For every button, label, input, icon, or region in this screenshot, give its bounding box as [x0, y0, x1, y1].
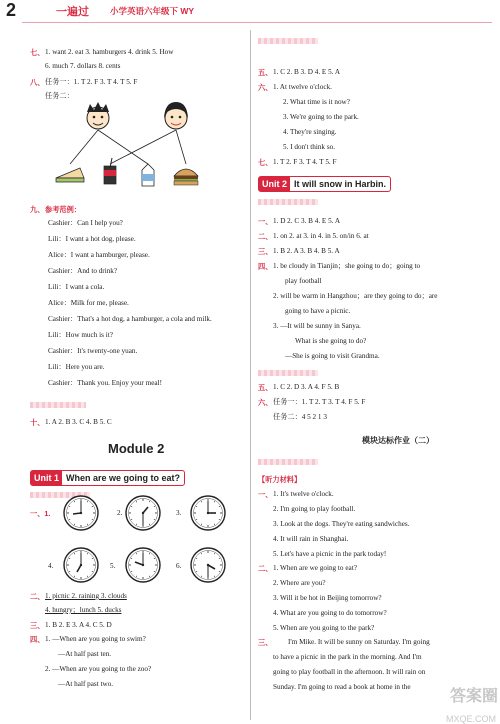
l1-line-2: 3. Look at the dogs. They're eating sandwiches. [273, 520, 410, 528]
sec4a-line-0: 1. —When are you going to swim? [45, 635, 146, 643]
r-sec5-num: 五、 [258, 68, 273, 77]
sec9-line-7: Lili：How much is it? [48, 331, 113, 339]
sec8-task2: 任务二： [45, 92, 74, 100]
sec9-line-2: Alice：I want a hamburger, please. [48, 251, 150, 259]
sec3a-num: 三、 [30, 621, 45, 630]
sec2a-num: 二、 [30, 592, 45, 601]
milk-icon [142, 164, 154, 186]
sandwich-icon [56, 168, 84, 182]
unit2-heading [258, 176, 391, 192]
u2s2-answers: 1. on 2. at 3. in 4. in 5. on/in 6. at [273, 232, 369, 240]
section-stripe [258, 459, 318, 465]
l1-line-1: 2. I'm going to play football. [273, 505, 356, 513]
sec4a-num: 四、 [30, 635, 45, 644]
unit1-tag: Unit 1 [31, 471, 62, 485]
sec10-answers: 1. A 2. B 3. C 4. B 5. C [45, 418, 112, 426]
r-sec6-line-4: 5. I don't think so. [283, 143, 336, 151]
sec3a-answers: 1. B 2. E 3. A 4. C 5. D [45, 621, 112, 629]
brand-logo: 一遍过 [56, 6, 89, 18]
u2s1-answers: 1. D 2. C 3. B 4. E 5. A [273, 217, 341, 225]
u2s1-num: 一、 [258, 217, 273, 226]
l3-num: 三、 [258, 638, 273, 647]
u2s3-answers: 1. B 2. A 3. B 4. B 5. A [273, 247, 340, 255]
sec2a-line1: 1. picnic 2. raining 3. clouds [45, 592, 127, 600]
r-sec5-answers: 1. C 2. B 3. D 4. E 5. A [273, 68, 341, 76]
l3-line-0: I'm Mike. It will be sunny on Saturday. I'm going [288, 638, 430, 646]
unit2-title: It will snow in Harbin. [294, 179, 387, 189]
clocks-group [58, 489, 248, 589]
sec9-line-8: Cashier：It's twenty-one yuan. [48, 347, 138, 355]
header-divider [22, 22, 492, 23]
sec9-line-6: Cashier：That's a hot dog, a hamburger, a cola and milk. [48, 315, 212, 323]
clock-5-icon [126, 548, 160, 582]
r-sec6-num: 六、 [258, 83, 273, 92]
l3-line-1: to have a picnic in the park in the morning. And I'm [273, 653, 422, 661]
sec9-title: 参考范例： [45, 205, 81, 214]
clock-6-num: 6. [176, 562, 182, 570]
unit1-title: When are we going to eat? [66, 473, 181, 483]
sec9-num: 九、 [30, 205, 45, 214]
l2-line-1: 2. Where are you? [273, 579, 326, 587]
r-sec6-line-1: 2. What time is it now? [283, 98, 350, 106]
column-divider [250, 30, 251, 720]
l2-line-0: 1. When are we going to eat? [273, 564, 357, 572]
r-sec6-line-0: 1. At twelve o'clock. [273, 83, 332, 91]
l1-num: 一、 [258, 490, 273, 499]
l1-line-3: 4. It will rain in Shanghai. [273, 535, 349, 543]
sec10-num: 十、 [30, 418, 45, 427]
u2s6-task1: 任务一：1. T 2. T 3. T 4. F 5. F [273, 398, 366, 406]
u2s5-answers: 1. C 2. D 3. A 4. F 5. B [273, 383, 340, 391]
sec7-line2: 6. much 7. dollars 8. cents [45, 62, 121, 70]
r-sec7-num: 七、 [258, 158, 273, 167]
u2s4-num: 四、 [258, 262, 273, 271]
section-stripe [258, 38, 318, 44]
l2-line-4: 5. When are you going to the park? [273, 624, 375, 632]
l2-line-3: 4. What are you going to do tomorrow? [273, 609, 387, 617]
sec4a-line-2: 2. —When are you going to the zoo? [45, 665, 152, 673]
l1-line-0: 1. It's twelve o'clock. [273, 490, 334, 498]
sec7-line1: 1. want 2. eat 3. hamburgers 4. drink 5. How [45, 48, 174, 56]
clock-2-num: 2. [117, 509, 123, 517]
section-stripe [258, 370, 318, 376]
r-sec6-line-2: 3. We're going to the park. [283, 113, 359, 121]
page-number: 2 [6, 0, 17, 20]
clock-5-num: 5. [110, 562, 116, 570]
clock-3-icon [191, 496, 225, 530]
listening-label: 【听力材料】 [258, 475, 302, 484]
u2s4-line-0: 1. be cloudy in Tianjin；she going to do；going to [273, 262, 421, 270]
girl-icon [164, 102, 188, 129]
l3-line-3: Sunday. I'm going to read a book at home in the [273, 683, 411, 691]
sec9-line-4: Lili：I want a cola. [48, 283, 105, 291]
boy-icon [87, 102, 109, 129]
clock-6-icon [191, 548, 225, 582]
l3-line-2: going to play football in the afternoon. It will rain on [273, 668, 426, 676]
module-title: Module 2 [108, 441, 165, 456]
u2s4-line-4: 3. —It will be sunny in Sanya. [273, 322, 361, 330]
header-subtitle: 小学英语六年级下 WY [110, 6, 195, 16]
u2s4-line-3: going to have a picnic. [285, 307, 351, 315]
section-stripe [30, 402, 86, 408]
u2s4-line-1: play football [285, 277, 322, 285]
clock-q-num: 一、1. [30, 509, 51, 518]
u2s3-num: 三、 [258, 247, 273, 256]
sec8-num: 八、 [30, 78, 45, 87]
sec9-line-1: Lili：I want a hot dog, please. [48, 235, 136, 243]
sec4a-line-1: —At half past ten. [58, 650, 112, 658]
u2s6-task2: 任务二：4 5 2 1 3 [273, 413, 327, 421]
u2s6-num: 六、 [258, 398, 273, 407]
u2s4-line-2: 2. will be warm in Hangzhou；are they going to do；are [273, 292, 438, 300]
sec9-line-9: Lili：Here you are. [48, 363, 105, 371]
section-stripe [258, 199, 318, 205]
clock-4-num: 4. [48, 562, 54, 570]
sec8-task1: 任务一：1. T 2. F 3. T 4. T 5. F [45, 78, 138, 86]
u2s5-num: 五、 [258, 383, 273, 392]
unit1-heading [30, 470, 185, 486]
u2s4-line-5: What is she going to do? [295, 337, 367, 345]
clock-4-icon [64, 548, 98, 582]
hamburger-icon [174, 169, 198, 185]
sec2a-line2: 4. hungry；lunch 5. ducks [45, 606, 122, 614]
watermark-logo: 答案圈 [449, 688, 498, 705]
clock-3-num: 3. [176, 509, 182, 517]
sec7-num: 七、 [30, 48, 45, 57]
sec9-line-3: Cashier：And to drink? [48, 267, 118, 275]
clock-1-icon [64, 496, 98, 530]
r-sec6-line-3: 4. They're singing. [283, 128, 337, 136]
module-test-title: 模块达标作业（二） [362, 436, 434, 445]
l2-line-2: 3. Will it be hot in Beijing tomorrow? [273, 594, 382, 602]
sec9-line-5: Alice：Milk for me, please. [48, 299, 129, 307]
u2s4-line-6: —She is going to visit Grandma. [285, 352, 380, 360]
r-sec7-answers: 1. T 2. F 3. T 4. T 5. F [273, 158, 337, 166]
clock-2-icon [126, 496, 160, 530]
sec4a-line-3: —At half past two. [58, 680, 114, 688]
unit2-tag: Unit 2 [259, 177, 290, 191]
sec9-line-10: Cashier：Thank you. Enjoy your meal! [48, 379, 162, 387]
matching-illustration [50, 96, 240, 201]
l2-num: 二、 [258, 564, 273, 573]
watermark-url: MXQE.COM [445, 714, 496, 724]
l1-line-4: 5. Let's have a picnic in the park today! [273, 550, 387, 558]
u2s2-num: 二、 [258, 232, 273, 241]
sec9-line-0: Cashier：Can I help you? [48, 219, 123, 227]
